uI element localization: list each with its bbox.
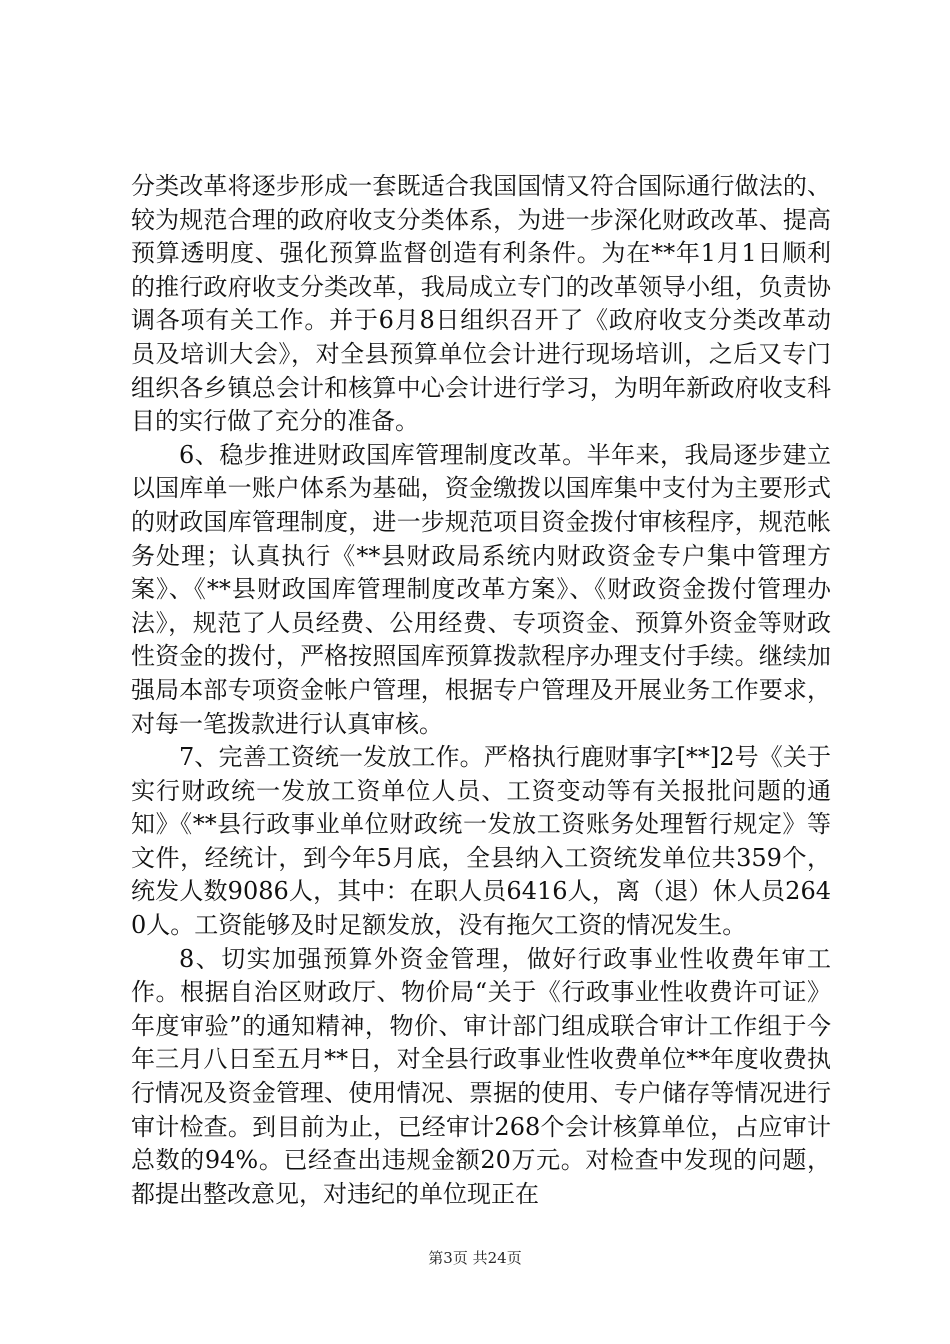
paragraph-item-8: 8、切实加强预算外资金管理，做好行政事业性收费年审工作。根据自治区财政厅、物价局“关于《行政事业性收费许可证》年度审验”的通知精神，物价、审计部门组成联合审计工作组于今年三月八日至五月**日，对全县行政事业性收费单位**年度收费执行情况及资金管理、使用情况、票据的使用、专户储存等情况进行审计检查。到目前为止，已经审计268个会计核算单位，占应审计总数的94%。已经查出违规金额20万元。对检查中发现的问题，都提出整改意见，对违纪的单位现正在 <box>131 944 831 1208</box>
paragraph-continuation: 分类改革将逐步形成一套既适合我国国情又符合国际通行做法的、较为规范合理的政府收支分类体系，为进一步深化财政改革、提高预算透明度、强化预算监督创造有利条件。为在**年1月1日顺利的推行政府收支分类改革，我局成立专门的改革领导小组，负责协调各项有关工作。并于6月8日组织召开了《政府收支分类改革动员及培训大会》，对全县预算单位会计进行现场培训，之后又专门组织各乡镇总会计和核算中心会计进行学习，为明年新政府收支科目的实行做了充分的准备。 <box>131 172 831 436</box>
paragraph-item-7: 7、完善工资统一发放工作。严格执行鹿财事字[**]2号《关于实行财政统一发放工资单位人员、工资变动等有关报批问题的通知》《**县行政事业单位财政统一发放工资账务处理暂行规定》等文件，经统计，到今年5月底，全县纳入工资统发单位共359个，统发人数9086人，其中：在职人员6416人，离（退）休人员2640人。工资能够及时足额发放，没有拖欠工资的情况发生。 <box>131 743 831 940</box>
page-number: 第3页 共24页 <box>428 1249 522 1267</box>
page-footer <box>0 1248 950 1268</box>
paragraph-item-6: 6、稳步推进财政国库管理制度改革。半年来，我局逐步建立以国库单一账户体系为基础，资金缴拨以国库集中支付为主要形式的财政国库管理制度，进一步规范项目资金拨付审核程序，规范帐务处理；认真执行《**县财政局系统内财政资金专户集中管理方案》、《**县财政国库管理制度改革方案》、《财政资金拨付管理办法》，规范了人员经费、公用经费、专项资金、预算外资金等财政性资金的拨付，严格按照国库预算拨款程序办理支付手续。继续加强局本部专项资金帐户管理，根据专户管理及开展业务工作要求，对每一笔拨款进行认真审核。 <box>131 440 831 738</box>
document-body <box>131 170 831 1211</box>
